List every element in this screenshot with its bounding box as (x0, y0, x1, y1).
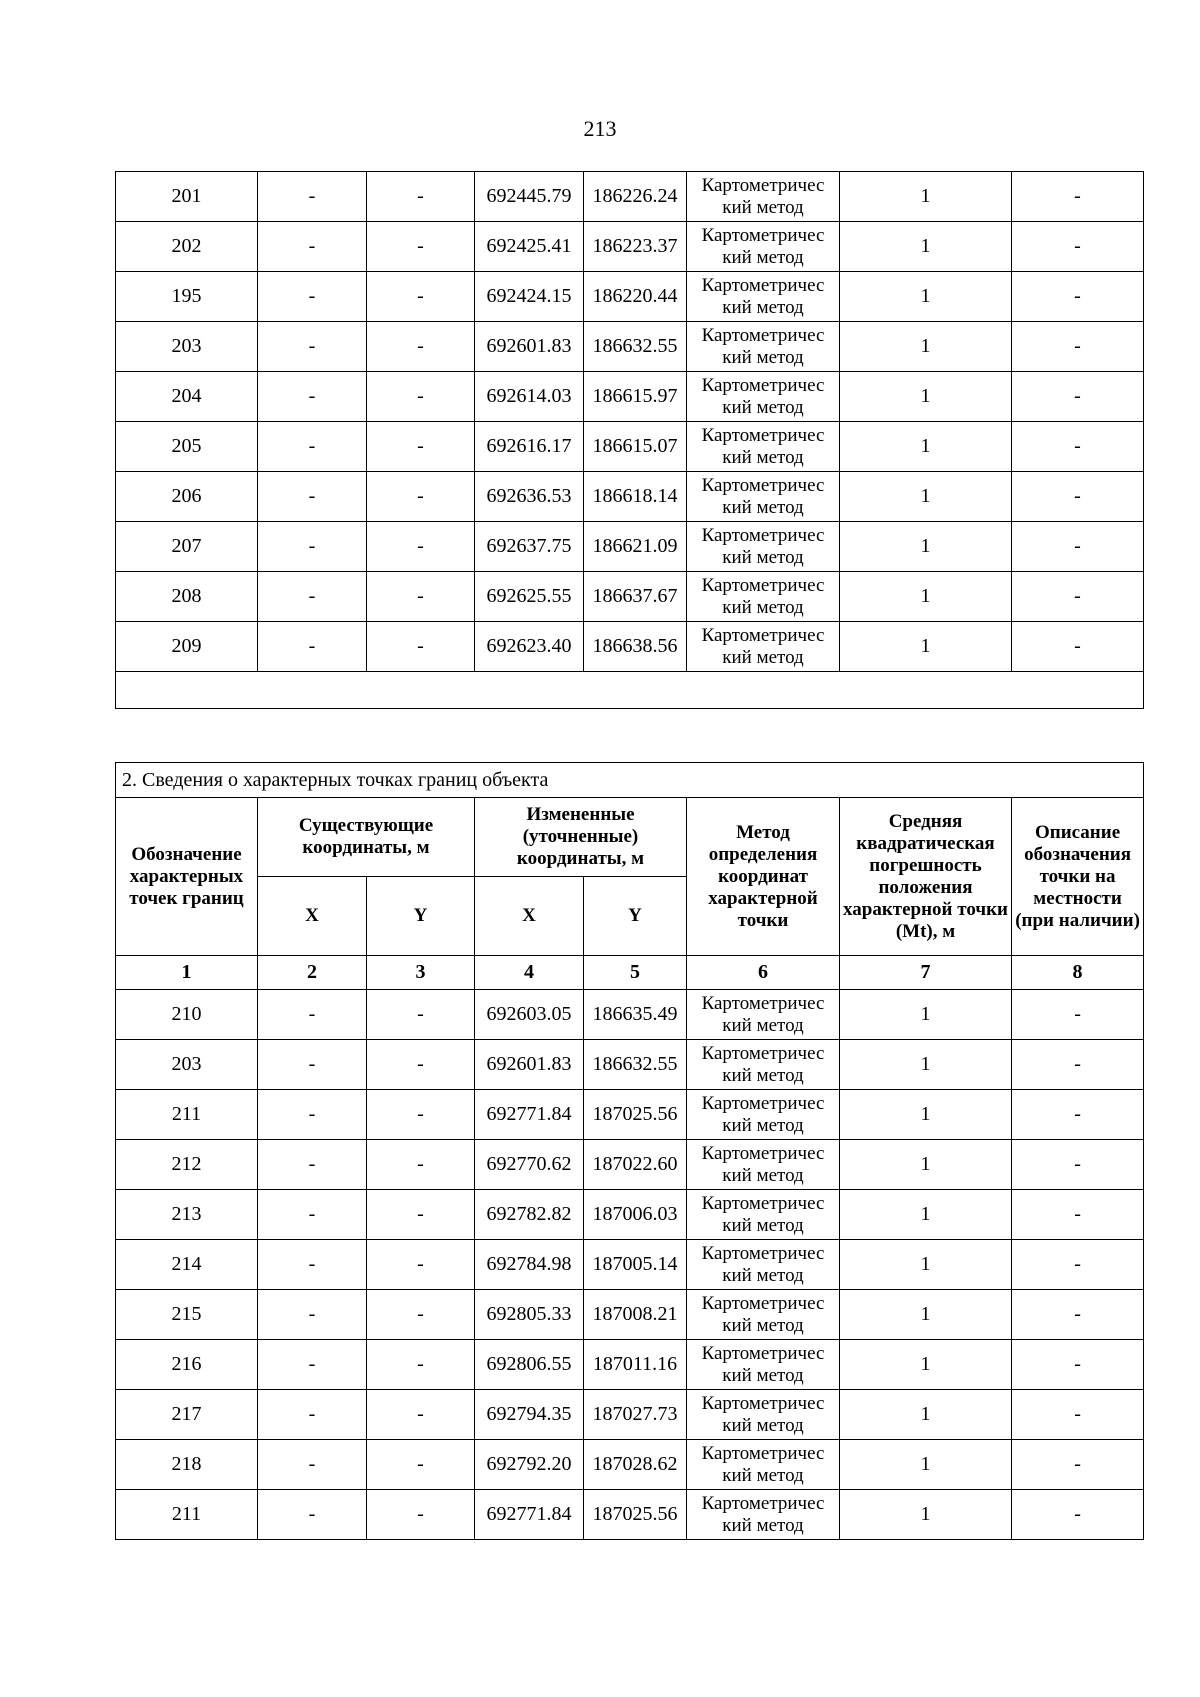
y-changed-cell: 186637.67 (584, 572, 687, 622)
method-cell (687, 472, 840, 522)
column-number: 7 (840, 956, 1012, 990)
y-changed-cell: 186615.07 (584, 422, 687, 472)
x-changed-cell: 692794.35 (475, 1390, 584, 1440)
method-text: кий метод (722, 396, 804, 418)
method-text: кий метод (722, 346, 804, 368)
table-row (116, 222, 1144, 272)
mt-cell: 1 (840, 372, 1012, 422)
coordinates-table-continued (115, 171, 1144, 709)
description-cell: - (1012, 1490, 1144, 1540)
mt-cell: 1 (840, 990, 1012, 1040)
x-existing-cell: - (258, 1040, 367, 1090)
x-existing-cell: - (258, 990, 367, 1040)
x-changed-cell: 692614.03 (475, 372, 584, 422)
method-cell (687, 1340, 840, 1390)
method-text: кий метод (722, 1114, 804, 1136)
method-text: Картометричес (701, 992, 825, 1014)
section-title-row (116, 763, 1144, 798)
method-text: кий метод (722, 1414, 804, 1436)
x-existing-cell: - (258, 172, 367, 222)
x-changed-cell: 692625.55 (475, 572, 584, 622)
table-header (116, 763, 1144, 990)
y-changed-cell: 186632.55 (584, 1040, 687, 1090)
method-text: Картометричес (701, 624, 825, 646)
mt-cell: 1 (840, 1140, 1012, 1190)
y-existing-cell: - (367, 372, 475, 422)
table-row (116, 1140, 1144, 1190)
table-row (116, 1340, 1144, 1390)
y-existing-cell: - (367, 1240, 475, 1290)
method-text: кий метод (722, 496, 804, 518)
point-cell: 214 (116, 1240, 258, 1290)
y-changed-cell: 187006.03 (584, 1190, 687, 1240)
table-row (116, 172, 1144, 222)
y-changed-cell: 187025.56 (584, 1090, 687, 1140)
y-existing-cell: - (367, 990, 475, 1040)
point-cell: 217 (116, 1390, 258, 1440)
mt-cell: 1 (840, 1090, 1012, 1140)
method-cell (687, 1040, 840, 1090)
x-changed-cell: 692805.33 (475, 1290, 584, 1340)
mt-cell: 1 (840, 1190, 1012, 1240)
mt-cell: 1 (840, 422, 1012, 472)
y-changed-cell: 187025.56 (584, 1490, 687, 1540)
mt-cell: 1 (840, 322, 1012, 372)
x-changed-cell: 692425.41 (475, 222, 584, 272)
table-row (116, 1240, 1144, 1290)
point-cell: 218 (116, 1440, 258, 1490)
method-cell (687, 522, 840, 572)
method-text: Картометричес (701, 224, 825, 246)
header-changed-coords: Измененные (уточненные) координаты, м (475, 798, 687, 877)
y-changed-cell: 186615.97 (584, 372, 687, 422)
y-existing-cell: - (367, 1040, 475, 1090)
method-cell (687, 572, 840, 622)
section-title: 2. Сведения о характерных точках границ объекта (116, 763, 1144, 798)
y-changed-cell: 186638.56 (584, 622, 687, 672)
mt-cell: 1 (840, 1390, 1012, 1440)
table-row (116, 372, 1144, 422)
method-cell (687, 1190, 840, 1240)
x-changed-cell: 692601.83 (475, 322, 584, 372)
method-text: Картометричес (701, 1492, 825, 1514)
y-changed-cell: 187022.60 (584, 1140, 687, 1190)
y-existing-cell: - (367, 572, 475, 622)
header-existing-coords: Существующие координаты, м (258, 798, 475, 877)
method-cell (687, 272, 840, 322)
y-existing-cell: - (367, 1440, 475, 1490)
method-text: кий метод (722, 1164, 804, 1186)
method-text: кий метод (722, 1464, 804, 1486)
method-text: Картометричес (701, 374, 825, 396)
x-existing-cell: - (258, 1240, 367, 1290)
x-changed-cell: 692784.98 (475, 1240, 584, 1290)
x-existing-cell: - (258, 572, 367, 622)
description-cell: - (1012, 1190, 1144, 1240)
table-row (116, 990, 1144, 1040)
table-row (116, 1190, 1144, 1240)
mt-cell: 1 (840, 1340, 1012, 1390)
header-x-old: X (258, 877, 367, 956)
method-text: кий метод (722, 1314, 804, 1336)
y-changed-cell: 187011.16 (584, 1340, 687, 1390)
x-existing-cell: - (258, 1340, 367, 1390)
method-text: кий метод (722, 196, 804, 218)
y-changed-cell: 186223.37 (584, 222, 687, 272)
method-text: кий метод (722, 1514, 804, 1536)
y-existing-cell: - (367, 1490, 475, 1540)
method-text: кий метод (722, 1064, 804, 1086)
point-cell: 204 (116, 372, 258, 422)
x-existing-cell: - (258, 272, 367, 322)
boundary-points-table (115, 762, 1144, 1540)
description-cell: - (1012, 322, 1144, 372)
mt-cell: 1 (840, 1440, 1012, 1490)
table-row (116, 472, 1144, 522)
table-row (116, 1490, 1144, 1540)
column-number: 5 (584, 956, 687, 990)
method-text: Картометричес (701, 1442, 825, 1464)
header-method: Метод определения координат характерной точки (687, 798, 840, 956)
column-number: 4 (475, 956, 584, 990)
method-text: кий метод (722, 296, 804, 318)
description-cell: - (1012, 1040, 1144, 1090)
point-cell: 203 (116, 1040, 258, 1090)
x-existing-cell: - (258, 1390, 367, 1440)
x-changed-cell: 692616.17 (475, 422, 584, 472)
table-row (116, 422, 1144, 472)
point-cell: 203 (116, 322, 258, 372)
page-number: 213 (583, 116, 617, 141)
column-number: 8 (1012, 956, 1144, 990)
header-y-old: Y (367, 877, 475, 956)
description-cell: - (1012, 1440, 1144, 1490)
point-cell: 202 (116, 222, 258, 272)
y-changed-cell: 186226.24 (584, 172, 687, 222)
x-existing-cell: - (258, 222, 367, 272)
x-existing-cell: - (258, 1140, 367, 1190)
mt-cell: 1 (840, 1290, 1012, 1340)
description-cell: - (1012, 372, 1144, 422)
y-existing-cell: - (367, 1140, 475, 1190)
method-cell (687, 990, 840, 1040)
point-cell: 207 (116, 522, 258, 572)
header-description: Описание обозначения точки на местности (при наличии) (1012, 798, 1144, 956)
method-text: Картометричес (701, 1292, 825, 1314)
method-cell (687, 1490, 840, 1540)
point-cell: 212 (116, 1140, 258, 1190)
y-changed-cell: 186635.49 (584, 990, 687, 1040)
point-cell: 210 (116, 990, 258, 1040)
table-row (116, 1390, 1144, 1440)
point-cell: 201 (116, 172, 258, 222)
y-existing-cell: - (367, 1340, 475, 1390)
y-existing-cell: - (367, 1390, 475, 1440)
column-numbers-row (116, 956, 1144, 990)
y-changed-cell: 187027.73 (584, 1390, 687, 1440)
table-row (116, 1440, 1144, 1490)
x-existing-cell: - (258, 1190, 367, 1240)
method-text: Картометричес (701, 574, 825, 596)
empty-row (116, 672, 1144, 709)
y-existing-cell: - (367, 1090, 475, 1140)
y-changed-cell: 186621.09 (584, 522, 687, 572)
y-existing-cell: - (367, 272, 475, 322)
point-cell: 211 (116, 1090, 258, 1140)
table-row (116, 272, 1144, 322)
method-text: кий метод (722, 546, 804, 568)
method-text: кий метод (722, 246, 804, 268)
y-changed-cell: 186220.44 (584, 272, 687, 322)
method-cell (687, 1290, 840, 1340)
x-changed-cell: 692603.05 (475, 990, 584, 1040)
mt-cell: 1 (840, 1040, 1012, 1090)
mt-cell: 1 (840, 572, 1012, 622)
table-body (116, 172, 1144, 709)
mt-cell: 1 (840, 272, 1012, 322)
y-existing-cell: - (367, 622, 475, 672)
x-changed-cell: 692601.83 (475, 1040, 584, 1090)
y-existing-cell: - (367, 522, 475, 572)
method-cell (687, 222, 840, 272)
x-existing-cell: - (258, 1090, 367, 1140)
table-row (116, 322, 1144, 372)
description-cell: - (1012, 622, 1144, 672)
y-existing-cell: - (367, 172, 475, 222)
method-cell (687, 1240, 840, 1290)
method-cell (687, 422, 840, 472)
method-cell (687, 172, 840, 222)
method-cell (687, 1440, 840, 1490)
y-existing-cell: - (367, 322, 475, 372)
mt-cell: 1 (840, 222, 1012, 272)
method-text: Картометричес (701, 424, 825, 446)
table-row (116, 622, 1144, 672)
y-changed-cell: 186632.55 (584, 322, 687, 372)
table-row (116, 1290, 1144, 1340)
point-cell: 216 (116, 1340, 258, 1390)
method-text: Картометричес (701, 1342, 825, 1364)
table-row (116, 572, 1144, 622)
method-text: Картометричес (701, 1042, 825, 1064)
description-cell: - (1012, 472, 1144, 522)
mt-cell: 1 (840, 622, 1012, 672)
point-cell: 205 (116, 422, 258, 472)
y-existing-cell: - (367, 472, 475, 522)
description-cell: - (1012, 1290, 1144, 1340)
method-text: кий метод (722, 1014, 804, 1036)
x-existing-cell: - (258, 422, 367, 472)
x-changed-cell: 692792.20 (475, 1440, 584, 1490)
x-changed-cell: 692806.55 (475, 1340, 584, 1390)
method-text: кий метод (722, 1264, 804, 1286)
mt-cell: 1 (840, 1490, 1012, 1540)
description-cell: - (1012, 522, 1144, 572)
method-text: Картометричес (701, 324, 825, 346)
description-cell: - (1012, 1340, 1144, 1390)
table-row (116, 1090, 1144, 1140)
y-changed-cell: 187008.21 (584, 1290, 687, 1340)
description-cell: - (1012, 172, 1144, 222)
description-cell: - (1012, 272, 1144, 322)
header-row (116, 798, 1144, 877)
method-cell (687, 1090, 840, 1140)
point-cell: 215 (116, 1290, 258, 1340)
description-cell: - (1012, 990, 1144, 1040)
y-changed-cell: 187005.14 (584, 1240, 687, 1290)
description-cell: - (1012, 572, 1144, 622)
header-x-new: X (475, 877, 584, 956)
method-cell (687, 1390, 840, 1440)
point-cell: 213 (116, 1190, 258, 1240)
x-existing-cell: - (258, 472, 367, 522)
method-text: кий метод (722, 646, 804, 668)
method-cell (687, 322, 840, 372)
mt-cell: 1 (840, 472, 1012, 522)
method-text: кий метод (722, 1364, 804, 1386)
point-cell: 208 (116, 572, 258, 622)
header-mt: Средняя квадратическая погрешность положения характерной точки (Mt), м (840, 798, 1012, 956)
x-changed-cell: 692782.82 (475, 1190, 584, 1240)
description-cell: - (1012, 1240, 1144, 1290)
method-text: Картометричес (701, 1092, 825, 1114)
y-existing-cell: - (367, 1190, 475, 1240)
header-y-new: Y (584, 877, 687, 956)
header-point: Обозначение характерных точек границ (116, 798, 258, 956)
x-changed-cell: 692445.79 (475, 172, 584, 222)
method-text: Картометричес (701, 274, 825, 296)
description-cell: - (1012, 1140, 1144, 1190)
y-existing-cell: - (367, 1290, 475, 1340)
x-existing-cell: - (258, 1490, 367, 1540)
column-number: 1 (116, 956, 258, 990)
x-changed-cell: 692623.40 (475, 622, 584, 672)
x-existing-cell: - (258, 372, 367, 422)
x-existing-cell: - (258, 1290, 367, 1340)
description-cell: - (1012, 222, 1144, 272)
method-text: Картометричес (701, 1192, 825, 1214)
table-row (116, 1040, 1144, 1090)
x-changed-cell: 692424.15 (475, 272, 584, 322)
point-cell: 211 (116, 1490, 258, 1540)
x-existing-cell: - (258, 622, 367, 672)
x-changed-cell: 692771.84 (475, 1090, 584, 1140)
method-text: кий метод (722, 1214, 804, 1236)
x-changed-cell: 692770.62 (475, 1140, 584, 1190)
method-text: Картометричес (701, 174, 825, 196)
method-text: Картометричес (701, 524, 825, 546)
table-body (116, 990, 1144, 1540)
x-changed-cell: 692771.84 (475, 1490, 584, 1540)
y-changed-cell: 186618.14 (584, 472, 687, 522)
method-text: Картометричес (701, 1242, 825, 1264)
description-cell: - (1012, 1090, 1144, 1140)
table-row (116, 522, 1144, 572)
description-cell: - (1012, 1390, 1144, 1440)
y-changed-cell: 187028.62 (584, 1440, 687, 1490)
y-existing-cell: - (367, 422, 475, 472)
x-changed-cell: 692637.75 (475, 522, 584, 572)
x-existing-cell: - (258, 1440, 367, 1490)
point-cell: 209 (116, 622, 258, 672)
column-number: 6 (687, 956, 840, 990)
method-cell (687, 1140, 840, 1190)
method-text: кий метод (722, 596, 804, 618)
mt-cell: 1 (840, 172, 1012, 222)
mt-cell: 1 (840, 522, 1012, 572)
method-cell (687, 372, 840, 422)
mt-cell: 1 (840, 1240, 1012, 1290)
method-cell (687, 622, 840, 672)
x-changed-cell: 692636.53 (475, 472, 584, 522)
column-number: 3 (367, 956, 475, 990)
x-existing-cell: - (258, 522, 367, 572)
method-text: Картометричес (701, 1392, 825, 1414)
method-text: Картометричес (701, 1142, 825, 1164)
point-cell: 206 (116, 472, 258, 522)
method-text: кий метод (722, 446, 804, 468)
method-text: Картометричес (701, 474, 825, 496)
point-cell: 195 (116, 272, 258, 322)
x-existing-cell: - (258, 322, 367, 372)
y-existing-cell: - (367, 222, 475, 272)
description-cell: - (1012, 422, 1144, 472)
column-number: 2 (258, 956, 367, 990)
